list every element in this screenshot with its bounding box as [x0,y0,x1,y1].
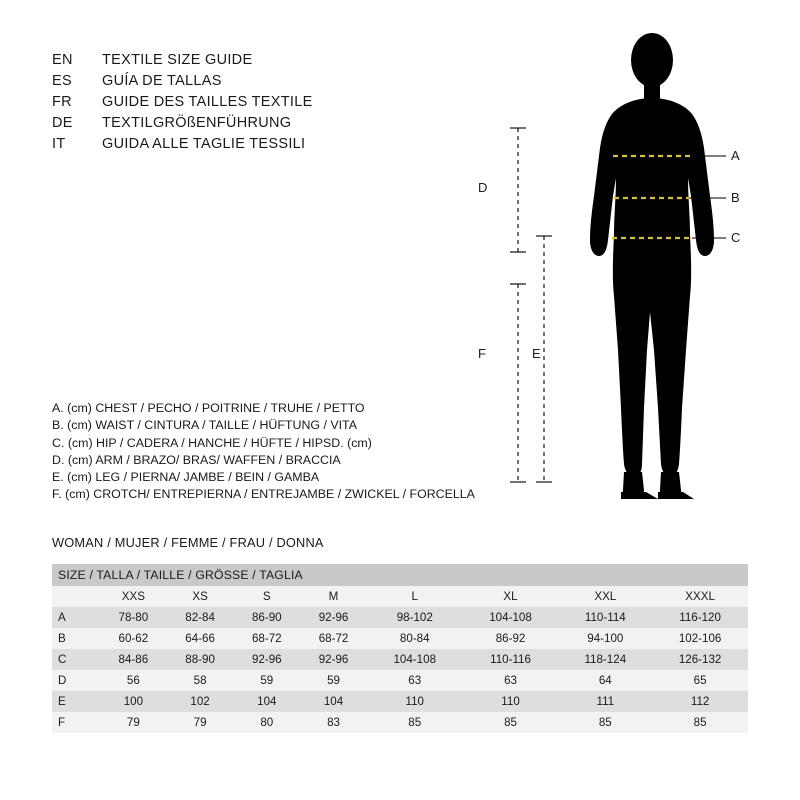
column-header: XXL [594,590,617,603]
table-cell: 79 [126,716,140,729]
table-cell: 104-108 [393,653,437,666]
legend-line: E. (cm) LEG / PIERNA/ JAMBE / BEIN / GAMBA [52,470,320,485]
table-cell: 102-106 [678,632,722,645]
table-cell: 82-84 [185,611,215,624]
column-header: XS [192,590,208,603]
table-cell: 92-96 [318,611,349,624]
table-cell: 102 [190,695,210,708]
title-block [52,52,472,157]
table-cell: 58 [193,674,207,687]
title-text: TEXTILGRÖßENFÜHRUNG [102,115,292,131]
row-label: E [58,695,66,708]
silhouette-shape [590,33,714,499]
title-lang: FR [52,94,72,110]
table-cell: 110-116 [490,653,531,666]
marker-label-f: F [478,346,486,361]
table-cell: 60-62 [118,632,149,645]
title-row [52,73,472,94]
table-cell: 65 [693,674,707,687]
row-label: B [58,632,66,645]
table-cell: 64 [598,674,612,687]
row-label: A [58,611,66,624]
column-header: XXXL [685,590,715,603]
table-cell: 56 [126,674,140,687]
title-row [52,52,472,73]
title-row [52,94,472,115]
table-cell: 86-92 [495,632,526,645]
table-cell: 59 [260,674,274,687]
table-cell: 86-90 [251,611,282,624]
title-text: GUIDE DES TAILLES TEXTILE [102,94,313,110]
row-label: D [58,674,67,687]
table-cell: 63 [408,674,422,687]
table-cell: 104 [257,695,277,708]
table-cell: 85 [408,716,422,729]
table-cell: 110 [405,695,424,708]
column-header: XL [503,590,518,603]
marker-label-c: C [731,230,741,245]
table-cell: 110-114 [584,611,626,624]
legend-line: A. (cm) CHEST / PECHO / POITRINE / TRUHE / PETTO [52,401,365,415]
table-cell: 104 [323,695,344,708]
title-lang: DE [52,115,73,131]
table-header-label: SIZE / TALLA / TAILLE / GRÖSSE / TAGLIA [58,568,303,582]
legend-block [52,400,522,504]
table-cell: 116-120 [679,611,721,624]
table-row [52,628,748,649]
marker-label-b: B [731,190,740,205]
table-cell: 83 [327,716,340,729]
table-column-header-row [52,586,748,607]
table-cell: 85 [693,716,707,729]
table-cell: 80 [260,716,274,729]
corner-cell [52,586,100,607]
table-row [52,691,748,712]
table-cell: 104-108 [489,611,532,624]
legend-line: C. (cm) HIP / CADERA / HANCHE / HÜFTE / HIPSD. (cm) [52,435,372,450]
table-cell: 92-96 [318,653,349,666]
table-cell: 118-124 [584,653,627,666]
table-cell: 79 [193,716,207,729]
table-cell: 78-80 [118,611,149,624]
table-row [52,670,748,691]
marker-label-e: E [532,346,541,361]
legend-line: B. (cm) WAIST / CINTURA / TAILLE / HÜFTUNG / VITA [52,418,357,433]
table-cell: 110 [501,695,520,708]
table-cell: 112 [690,695,710,708]
table-cell: 68-72 [251,632,282,645]
column-header: M [328,590,339,603]
table-cell: 64-66 [185,632,215,645]
table-cell: 126-132 [678,653,722,666]
table-row [52,712,748,733]
title-lang: ES [52,73,72,89]
title-text: GUIDA ALLE TAGLIE TESSILI [102,136,306,152]
table-cell: 88-90 [185,653,215,666]
legend-line: F. (cm) CROTCH/ ENTREPIERNA / ENTREJAMBE / ZWICKEL / FORCELLA [52,487,475,502]
marker-label-d: D [478,180,488,195]
table-cell: 85 [598,716,612,729]
table-cell: 98-102 [396,611,433,624]
title-text: TEXTILE SIZE GUIDE [102,52,253,68]
marker-label-a: A [731,148,740,163]
title-row [52,136,472,157]
table-cell: 84-86 [118,653,149,666]
title-lang: IT [52,136,66,152]
table-row [52,649,748,670]
table-cell: 85 [504,716,517,729]
legend-line: D. (cm) ARM / BRAZO/ BRAS/ WAFFEN / BRACCIA [52,452,341,467]
table-cell: 59 [327,674,340,687]
table-cell: 94-100 [587,632,624,645]
table-cell: 100 [123,695,144,708]
size-table [52,564,748,733]
table-cell: 92-96 [251,653,282,666]
title-lang: EN [52,52,73,68]
row-label: F [58,716,66,729]
column-header: S [262,590,271,603]
table-header-row [52,564,748,586]
column-header: XXS [121,590,145,603]
title-text: GUÍA DE TALLAS [102,73,222,89]
table-row [52,607,748,628]
row-label: C [58,653,67,666]
table-cell: 68-72 [318,632,349,645]
title-row [52,115,472,136]
column-header: L [411,590,418,603]
table-cell: 111 [596,695,615,708]
gender-label: WOMAN / MUJER / FEMME / FRAU / DONNA [52,535,324,550]
table-cell: 63 [504,674,517,687]
table-cell: 80-84 [399,632,430,645]
